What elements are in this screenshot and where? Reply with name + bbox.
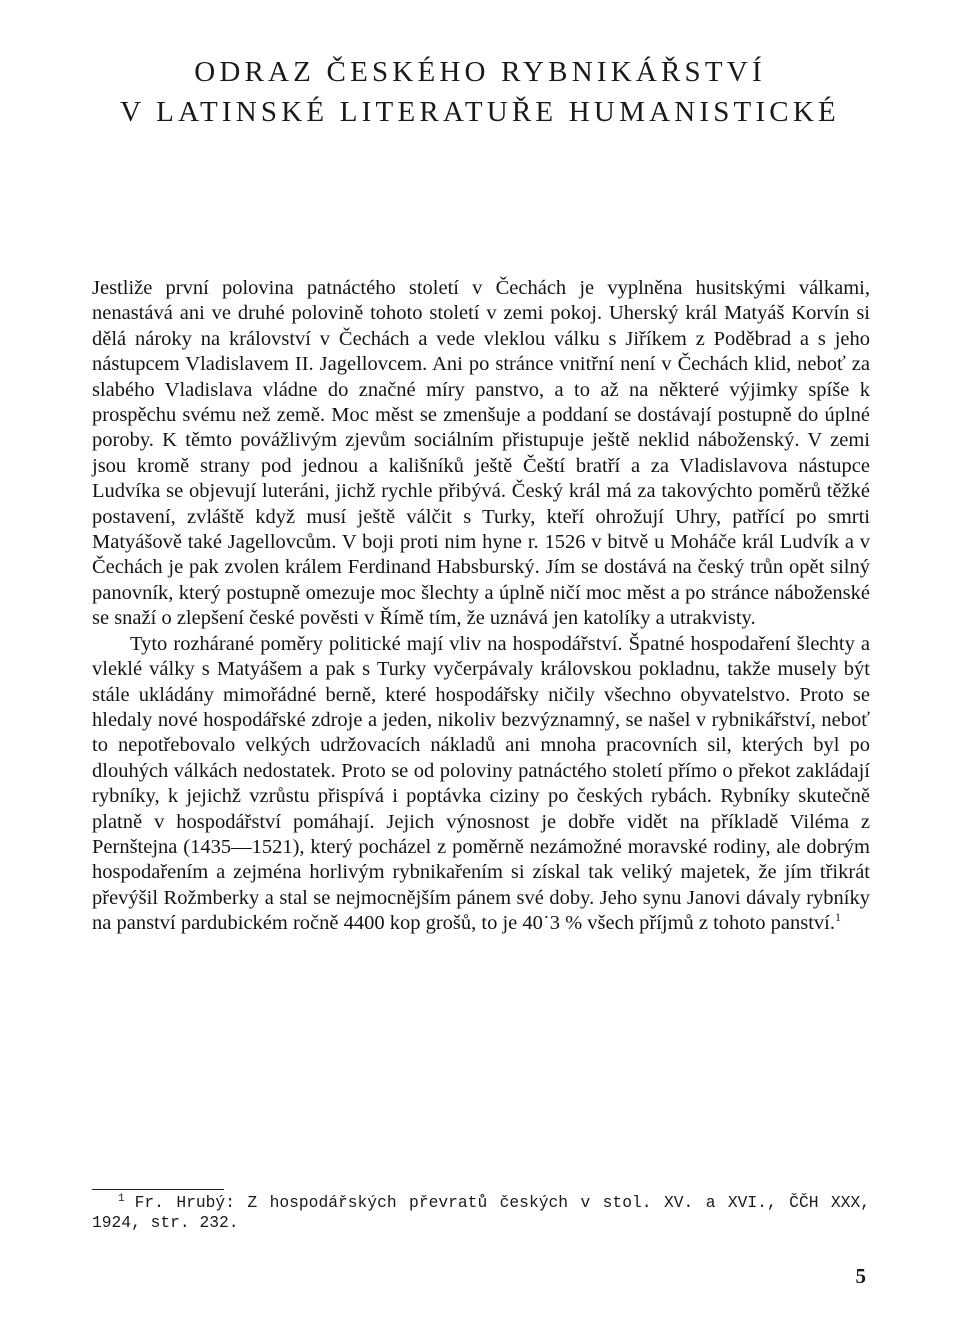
footnote-text: Fr. Hrubý: Z hospodářských převratů českých v stol. XV. a XVI., ČČH XXX, 1924, str. 232.	[92, 1193, 870, 1232]
paragraph-1-text: Jestliže první polovina patnáctého století v Čechách je vyplněna husitskými válkami, nenastává ani ve druhé polovině tohoto století v zemi pokoj. Uherský král Matyáš Korvín si dělá nároky na království v Čechách a vede vleklou válku s Jiříkem z Poděbrad a s jeho nástupcem Vladislavem II. Jagellovcem. Ani po stránce vnitřní není v Čechách klid, neboť za slabého Vladislava vládne do značné míry panstvo, a to až na některé výjimky spíše k prospěchu svému než země. Moc měst se zmenšuje a poddaní se dostávají postupně do úplné poroby. K těmto povážlivým zjevům sociálním přistupuje ještě neklid náboženský. V zemi jsou kromě strany pod jednou a kališníků ještě Čeští bratří a za Vladislavova nástupce Ludvíka se objevují luteráni, jichž rychle přibývá. Český král má za takovýchto poměrů těžké postavení, zvláště když musí ještě válčit s Turky, kteří ohrožují Uhry, patřící po smrti Matyášově také Jagellovcům. V boji proti nim hyne r. 1526 v bitvě u Moháče král Ludvík a v Čechách je pak zvolen králem Ferdinand Habsburský. Jím se dostává na český trůn opět silný panovník, který postupně omezuje moc šlechty a úplně ničí moc měst a po stránce náboženské se snaží o zlepšení české pověsti v Římě tím, že uznává jen katolíky a utrakvisty.	[92, 277, 870, 630]
chapter-title	[80, 52, 880, 132]
paragraph-1	[92, 276, 870, 632]
footnote-mark: 1	[118, 1192, 125, 1205]
paragraph-2	[92, 632, 870, 937]
footnote-divider	[92, 1189, 224, 1190]
title-line-2: V LATINSKÉ LITERATUŘE HUMANISTICKÉ	[120, 96, 840, 128]
page-number: 5	[855, 1264, 866, 1288]
title-line-1: ODRAZ ČESKÉHO RYBNIKÁŘSTVÍ	[194, 56, 766, 88]
footnote	[92, 1193, 870, 1232]
body-text	[92, 276, 870, 937]
paragraph-2-text: Tyto rozhárané poměry politické mají vliv na hospodářství. Špatné hospodaření šlechty a vleklé války s Matyášem a pak s Turky vyčerpávaly královskou pokladnu, takže musely být stále ukládány mimořádné berně, které hospodářsky ničily všechno obyvatelstvo. Proto se hledaly nové hospodářské zdroje a jeden, nikoliv bezvýznamný, se našel v rybnikářství, neboť to nepotřebovalo velkých udržovacích nákladů ani mnoha pracovních sil, kterých byl po dlouhých válkách nedostatek. Proto se od poloviny patnáctého století přímo o překot zakládají rybníky, k jejichž vzrůstu přispívá i poptávka ciziny po českých rybách. Rybníky skutečně platně v hospodářství pomáhají. Jejich výnosnost je dobře vidět na příkladě Viléma z Pernštejna (1435—1521), který pocházel z poměrně nezámožné moravské rodiny, ale dobrým hospodařením a zejména horlivým rybnikařením si získal tak veliký majetek, že jím třikrát převýšil Rožmberky a stal se nejmocnějším pánem své doby. Jeho synu Janovi dávaly rybníky na panství pardubickém ročně 4400 kop grošů, to je 40˙3 % všech příjmů z tohoto panství.	[92, 632, 870, 935]
footnote-reference: 1	[834, 910, 841, 925]
